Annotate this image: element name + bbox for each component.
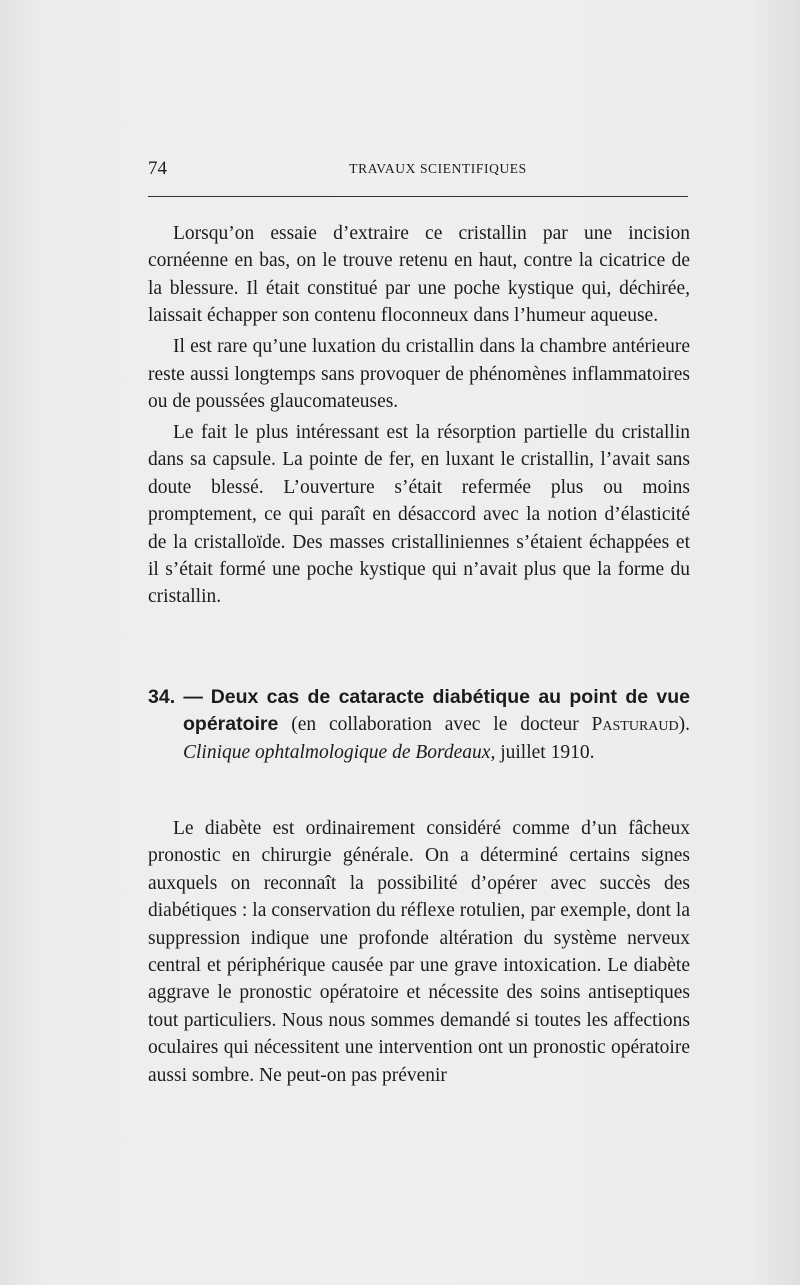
bibliography-entry — [148, 684, 690, 766]
paragraph: Le fait le plus intéressant est la résorption partielle du cristallin dans sa capsule. La pointe de fer, en luxant le cristallin, l’avait sans doute blessé. L’ouverture s’était refermée plus ou moins promptement, ce qui paraît en désaccord avec la notion d’élasticité de la cristalloïde. Des masses cristalliniennes s’étaient échappées et il s’était formé une poche kystique qui n’avait plus que la forme du cristallin. — [148, 422, 690, 608]
body-text-continued — [148, 815, 690, 1089]
entry-collaboration: (en collaboration avec le docteur — [291, 714, 579, 736]
entry-source: Clinique ophtalmologique de Bordeaux, — [183, 741, 496, 763]
entry-date: juillet 1910. — [500, 741, 595, 763]
entry-heading: 34. — Deux cas de cataracte diabétique au point de vue opératoire (en collaboration avec le docteur Pasturaud). Clinique ophtalmologique de Bordeaux, juillet 1910. — [148, 686, 691, 763]
header-rule — [148, 196, 688, 197]
entry-number: 34. — — [148, 686, 203, 708]
paragraph: Le diabète est ordinairement considéré comme d’un fâcheux pronostic en chirurgie générale. On a déterminé certains signes auxquels on reconnaît la possibilité d’opérer avec succès des diabétiques : la conservation du réflexe rotulien, par exemple, dont la suppression indique une profonde altération du système nerveux central et périphérique causée par une grave intoxication. Le diabète aggrave le pronostic opératoire et nécessite des soins antiseptiques tout particuliers. Nous nous sommes demandé si toutes les affections oculaires qui nécessitent une intervention ont un pronostic opératoire aussi sombre. Ne peut-on pas prévenir — [148, 818, 690, 1086]
entry-title: Deux cas de cataracte diabétique au point de vue opératoire — [183, 686, 691, 736]
entry-author: Pasturaud — [591, 714, 679, 736]
body-text — [148, 220, 690, 611]
page-header — [148, 158, 688, 182]
paragraph: Il est rare qu’une luxation du cristallin dans la chambre antérieure reste aussi longtemps sans provoquer de phénomènes inflammatoires ou de poussées glaucomateuses. — [148, 336, 690, 413]
running-head: TRAVAUX SCIENTIFIQUES — [349, 161, 527, 176]
paragraph: Lorsqu’on essaie d’extraire ce cristallin par une incision cornéenne en bas, on le trouve retenu en haut, contre la cicatrice de la blessure. Il était constitué par une poche kystique qui, déchirée, laissait échapper son contenu floconneux dans l’humeur aqueuse. — [148, 223, 690, 327]
page-number: 74 — [148, 158, 167, 179]
